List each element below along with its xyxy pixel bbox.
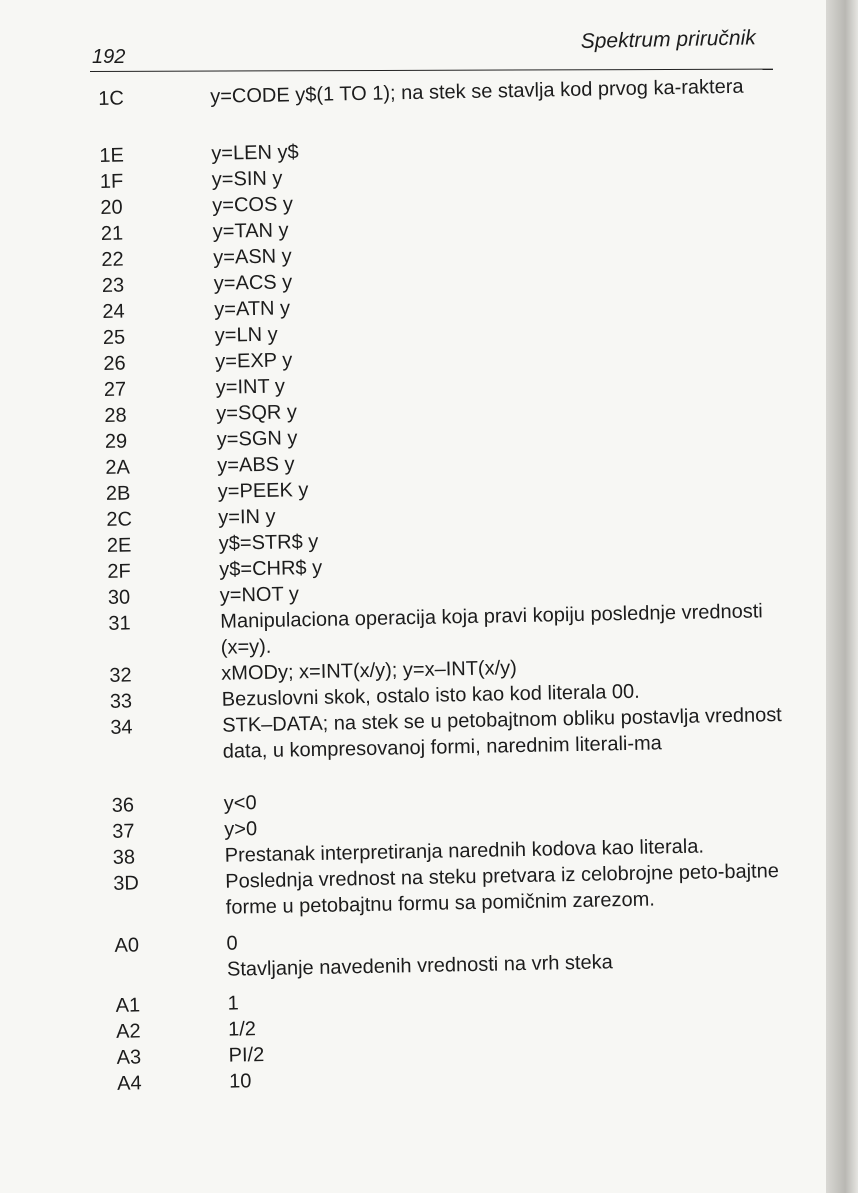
literal-description: 1 — [227, 992, 239, 1015]
literal-description: y=CODE y$(1 TO 1); na stek se stavlja kod prvog ka-raktera — [210, 75, 744, 108]
literal-code: A4 — [116, 1072, 142, 1095]
table-row — [110, 701, 811, 792]
literal-code: 33 — [109, 690, 133, 713]
literal-description: y=EXP y — [215, 349, 293, 373]
literal-code: 27 — [103, 378, 127, 401]
literal-description: Stavljanje navedenih vrednosti na vrh steka — [226, 951, 613, 981]
literal-code: A0 — [114, 934, 140, 957]
literal-description: y>0 — [224, 818, 258, 841]
literal-description: y=PEEK y — [217, 479, 309, 503]
literal-description: 10 — [228, 1070, 252, 1093]
table-row — [98, 73, 799, 138]
literal-code: 31 — [108, 612, 131, 635]
literal-description: Poslednja vrednost na steku pretvara iz celobrojne peto-bajtne forme u petobajtnu formu sa pomičnim zarezom. — [225, 860, 780, 919]
literal-code: 20 — [100, 196, 123, 219]
literal-description: STK–DATA; na stek se u petobajtnom obliku postavlja vrednost data, u kompresovanoj formi, narednim literali-ma — [222, 703, 782, 763]
literal-code: 21 — [100, 222, 124, 245]
literal-code: 24 — [102, 300, 125, 323]
literal-description: y=ATN y — [214, 297, 291, 321]
literal-description: y=INT y — [215, 375, 286, 399]
literal-code: 23 — [101, 274, 125, 297]
literal-description: y=SIN y — [211, 167, 283, 191]
literal-code: 25 — [102, 326, 126, 349]
literal-code: 36 — [111, 794, 135, 817]
literal-description: y=LEN y$ — [211, 141, 299, 165]
literal-description: xMODy; x=INT(x/y); y=x–INT(x/y) — [221, 657, 518, 685]
literal-code-table — [98, 73, 817, 1097]
literal-description: y=SGN y — [216, 427, 298, 451]
literal-code: 29 — [104, 430, 128, 453]
literal-code: 28 — [104, 404, 127, 427]
literal-code: 2C — [106, 508, 133, 531]
literal-description: PI/2 — [228, 1043, 265, 1067]
literal-description: y=NOT y — [219, 583, 300, 607]
book-page-edge — [826, 0, 858, 1193]
literal-description: y=TAN y — [212, 219, 289, 243]
literal-code: 2E — [106, 534, 132, 557]
literal-description: y=ACS y — [213, 271, 293, 295]
literal-description: y$=STR$ y — [218, 530, 319, 555]
literal-code: 1E — [99, 144, 125, 167]
literal-description: y=SQR y — [216, 401, 298, 425]
literal-code: 1F — [99, 170, 124, 193]
header-rule — [90, 69, 773, 72]
literal-code: 30 — [107, 586, 131, 609]
literal-description: Manipulaciona operacija koja pravi kopiju poslednje vrednosti (x=y). — [220, 600, 763, 659]
literal-description: y=ABS y — [217, 453, 295, 477]
literal-description: y=LN y — [214, 323, 278, 347]
literal-code: 32 — [109, 664, 132, 687]
literal-code: A3 — [116, 1046, 142, 1069]
literal-code: A2 — [115, 1020, 141, 1043]
literal-code: A1 — [115, 994, 141, 1017]
literal-description: y<0 — [223, 792, 257, 815]
literal-code: 3D — [113, 872, 140, 895]
literal-description: 1/2 — [227, 1018, 257, 1041]
literal-description: y=IN y — [218, 505, 276, 529]
literal-code: 2F — [107, 560, 131, 583]
literal-description: Prestanak interpretiranja narednih kodova kao literala. — [224, 835, 705, 867]
literal-code: 26 — [103, 352, 126, 375]
literal-description: y=ASN y — [213, 245, 292, 269]
literal-code: 1C — [98, 87, 125, 110]
running-title: Spektrum priručnik — [580, 26, 757, 54]
literal-description: 0 — [226, 932, 238, 955]
literal-description: y$=CHR$ y — [219, 556, 323, 581]
literal-description: Bezuslovni skok, ostalo isto kao kod literala 00. — [221, 680, 640, 711]
literal-code: 2B — [105, 482, 131, 505]
page-number: 192 — [92, 46, 126, 68]
literal-code: 38 — [112, 846, 136, 869]
literal-description: y=COS y — [212, 193, 294, 217]
literal-code: 34 — [110, 716, 133, 739]
literal-code: 22 — [101, 248, 124, 271]
literal-code: 37 — [112, 820, 135, 843]
literal-code: 2A — [105, 456, 131, 479]
